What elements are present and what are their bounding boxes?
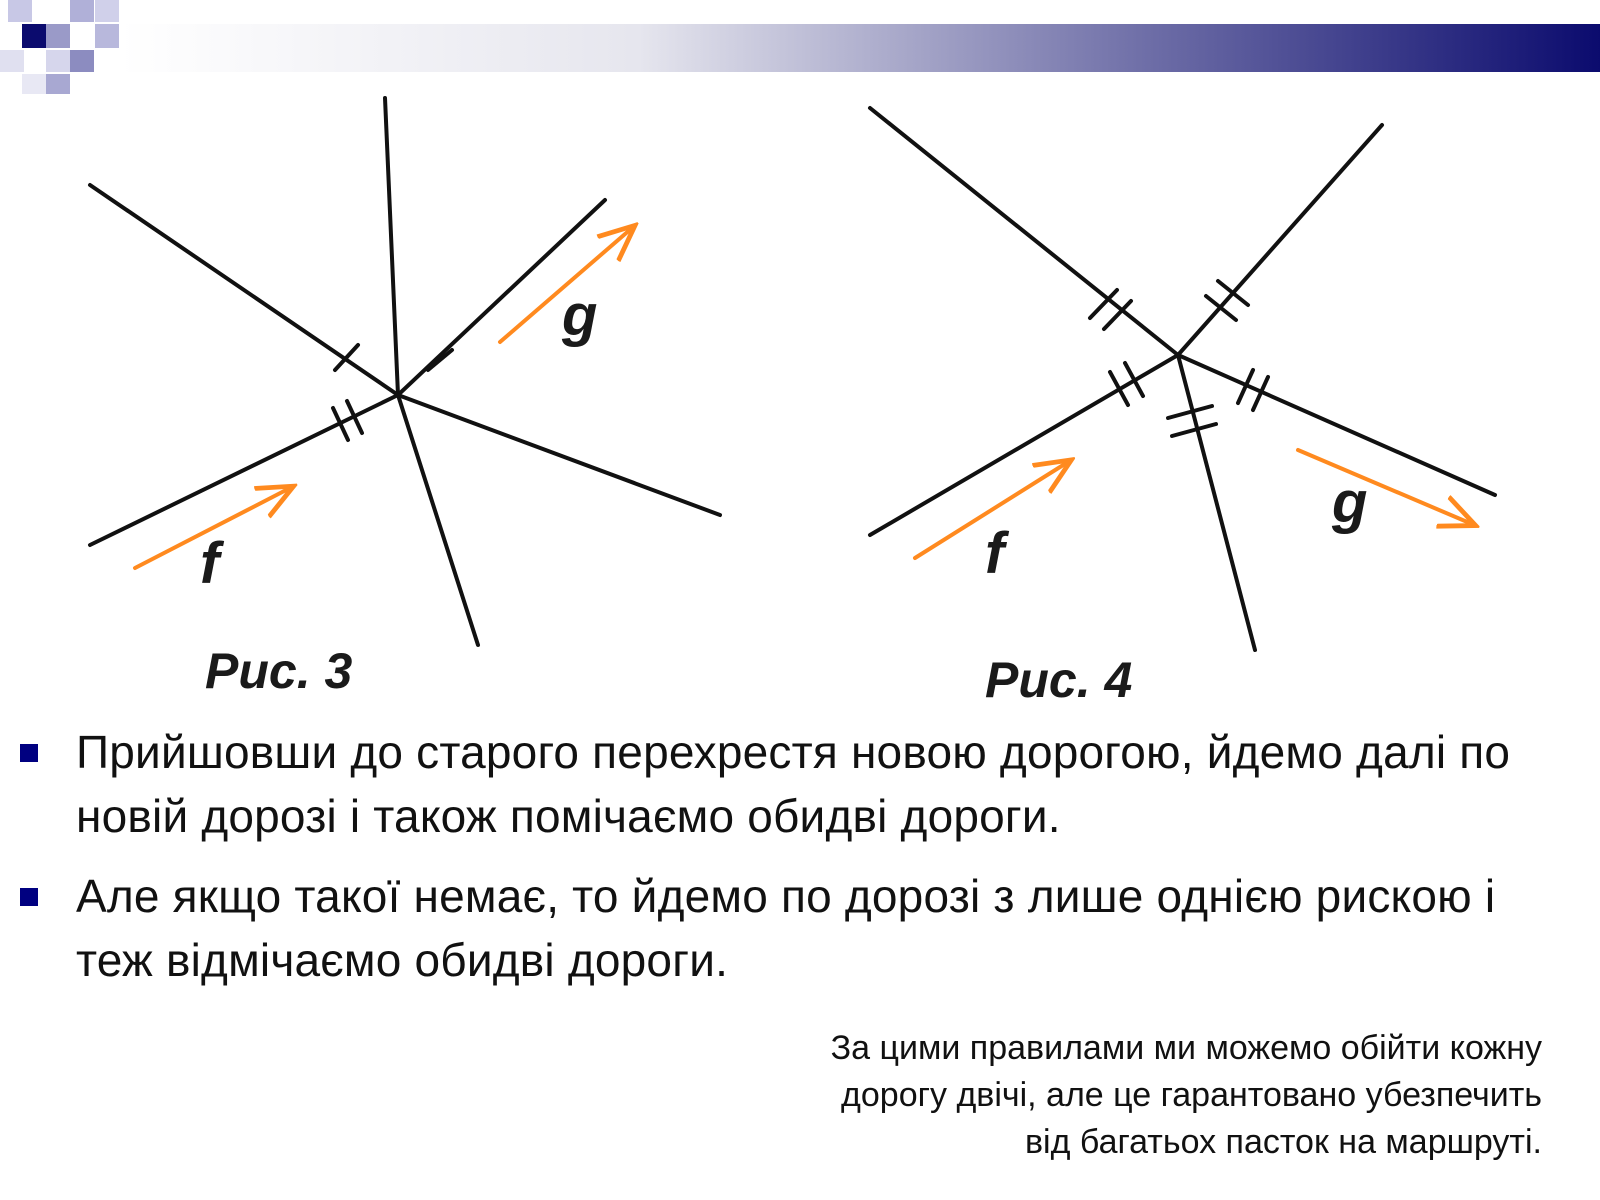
header-gradient bbox=[120, 24, 1600, 72]
road-line bbox=[870, 355, 1178, 535]
footnote-line: дорогу двічі, але це гарантовано убезпечить bbox=[841, 1076, 1542, 1114]
square-bullet-icon bbox=[20, 888, 38, 906]
arrow-g bbox=[1298, 450, 1472, 524]
figure-3-label: Рис. 3 bbox=[205, 643, 353, 699]
road-line bbox=[398, 395, 478, 645]
footnote-line: За цими правилами ми можемо обійти кожну bbox=[830, 1029, 1542, 1067]
road-line bbox=[1178, 355, 1255, 650]
arrow-label-g: g bbox=[1332, 470, 1368, 535]
bullet-item bbox=[0, 720, 1600, 848]
bullet-text: Прийшовши до старого перехрестя новою дорогою, йдемо далі по новій дорозі і також помічаємо обидві дороги. bbox=[76, 726, 1511, 842]
header-bar bbox=[0, 0, 1600, 100]
footnote-line: від багатьох пасток на маршруті. bbox=[1024, 1123, 1542, 1161]
road-line bbox=[385, 98, 398, 395]
road-line bbox=[90, 395, 398, 545]
arrow-label-f: f bbox=[985, 521, 1005, 586]
square-bullet-icon bbox=[20, 744, 38, 762]
arrow-label-f: f bbox=[200, 531, 220, 596]
figure-4-diagram bbox=[800, 95, 1600, 715]
arrow-label-g: g bbox=[562, 283, 598, 348]
bullet-list bbox=[0, 720, 1600, 1008]
footnote bbox=[642, 1025, 1542, 1166]
bullet-text: Але якщо такої немає, то йдемо по дорозі з лише однією рискою і теж відмічаємо обидві дороги. bbox=[76, 870, 1496, 986]
figure-3-diagram bbox=[0, 95, 790, 715]
road-line bbox=[1178, 125, 1382, 355]
road-line bbox=[398, 395, 720, 515]
road-line bbox=[90, 185, 398, 395]
figure-4-label: Рис. 4 bbox=[985, 652, 1133, 708]
bullet-item bbox=[0, 864, 1600, 992]
road-line bbox=[870, 108, 1178, 355]
header-squares-logo bbox=[0, 0, 119, 94]
